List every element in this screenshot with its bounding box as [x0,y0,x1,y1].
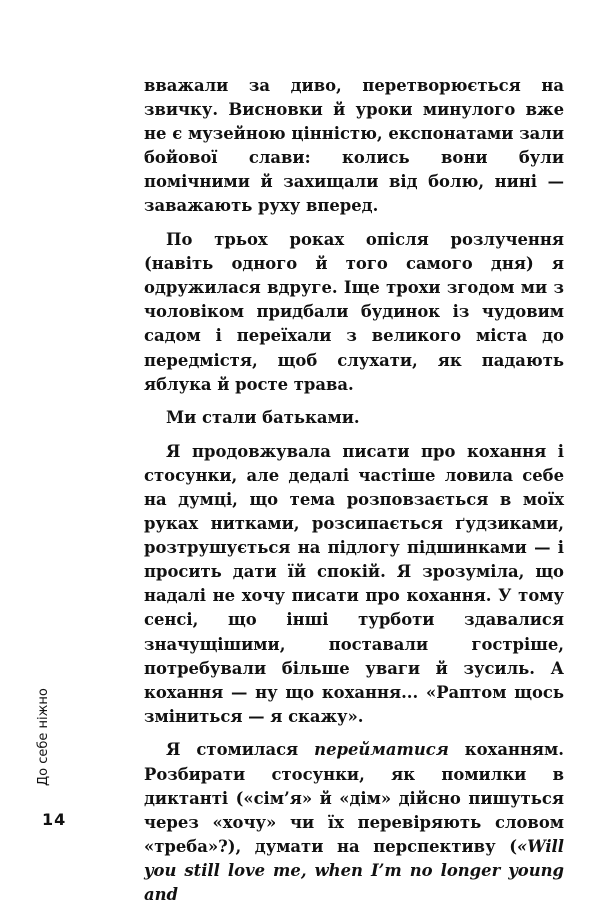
paragraph-2: По трьох роках опісля розлучення (навіть одного й того самого дня) я одружилася вдруге. Іще трохи згодом ми з чоловіком придбали будинок із чудовим садом і переїхали з великого міста до передмістя, щоб слухати, як падають яблука й росте трава. [144,230,564,394]
paragraph-4: Я продовжувала писати про кохання і стосунки, але дедалі частіше ловила себе на думці, що тема розповзається в моїх руках нитками, розсипається ґудзиками, розтрушується на підлогу підшинками — і просить дати їй спокій. Я зрозуміла, що надалі не хочу писати про кохання. У тому сенсі, що інші турботи здавалися значущішими, поставали гостріше, потребували більше уваги й зусиль. А кохання — ну що кохання... «Раптом щось зміниться — я скажу». [144,441,564,726]
page-number: 14 [42,810,67,829]
paragraph-1: вважали за диво, перетворюється на звичку. Висновки й уроки минулого вже не є музейною цінністю, експонатами зали бойової слави: колись вони були помічними й захищали від болю, нині — заважають руху вперед. [144,76,564,216]
paragraph-5-text-a: Я стомилася [166,740,315,760]
paragraph-5-emphasis: перейматися [314,740,449,760]
paragraph-3: Ми стали батьками. [166,408,360,428]
paragraph-5-text-b: коханням. Розбирати стосунки, як помилки в диктанті («сім’я» й «дім» дійсно пишуться через «хочу» чи їх перевіряють словом «треба»?), думати на перспективу ( [144,740,564,856]
running-head: До себе ніжно [36,688,51,786]
paragraph-5-quote: «Will you still love me, when I’m no longer young and [144,836,564,904]
paragraph-5 [144,738,564,907]
body-text [144,74,564,917]
